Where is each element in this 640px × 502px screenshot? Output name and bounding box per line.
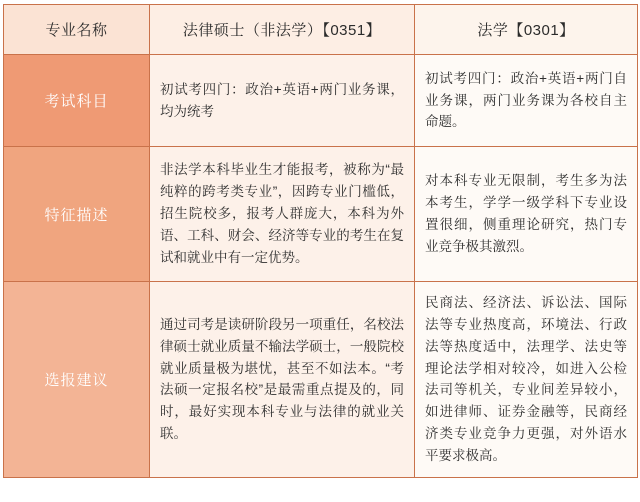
major-comparison-table [3, 4, 638, 478]
row-label-selection-advice: 选报建议 [4, 282, 150, 478]
cell-exam-subjects-b: 初试考四门：政治+英语+两门自业务课，两门业务课为各校自主命题。 [415, 55, 638, 147]
row-label-characteristics: 特征描述 [4, 147, 150, 282]
cell-selection-advice-b: 民商法、经济法、诉讼法、国际法等专业热度高，环境法、行政法等热度适中，法理学、法史等理论法学相对较冷，如进入公检法司等机关，专业间差异较小，如进律师、证券金融等，民商经济类专业竞争力更强，对外语水平要求极高。 [415, 282, 638, 478]
row-label-exam-subjects: 考试科目 [4, 55, 150, 147]
header-cell-major-b: 法学【0301】 [415, 5, 638, 55]
cell-characteristics-b: 对本科专业无限制，考生多为法本考生，学学一级学科下专业设置很细，侧重理论研究，热门专业竞争极其激烈。 [415, 147, 638, 282]
table-row [4, 282, 638, 478]
table-row [4, 55, 638, 147]
cell-selection-advice-a: 通过司考是读研阶段另一项重任，名校法律硕士就业质量不输法学硕士，一般院校就业质量极为堪忧，甚至不如法本。“考法硕一定报名校”是最需重点提及的，同时，最好实现本科专业与法律的就业关联。 [150, 282, 415, 478]
header-cell-major-a: 法律硕士（非法学）【0351】 [150, 5, 415, 55]
header-cell-label: 专业名称 [4, 5, 150, 55]
cell-characteristics-a: 非法学本科毕业生才能报考，被称为“最纯粹的跨考类专业”，因跨专业门槛低，招生院校多，报考人群庞大，本科为外语、工科、财会、经济等专业的考生在复试和就业中有一定优势。 [150, 147, 415, 282]
table-header-row [4, 5, 638, 55]
table-row [4, 147, 638, 282]
cell-exam-subjects-a: 初试考四门：政治+英语+两门业务课，均为统考 [150, 55, 415, 147]
